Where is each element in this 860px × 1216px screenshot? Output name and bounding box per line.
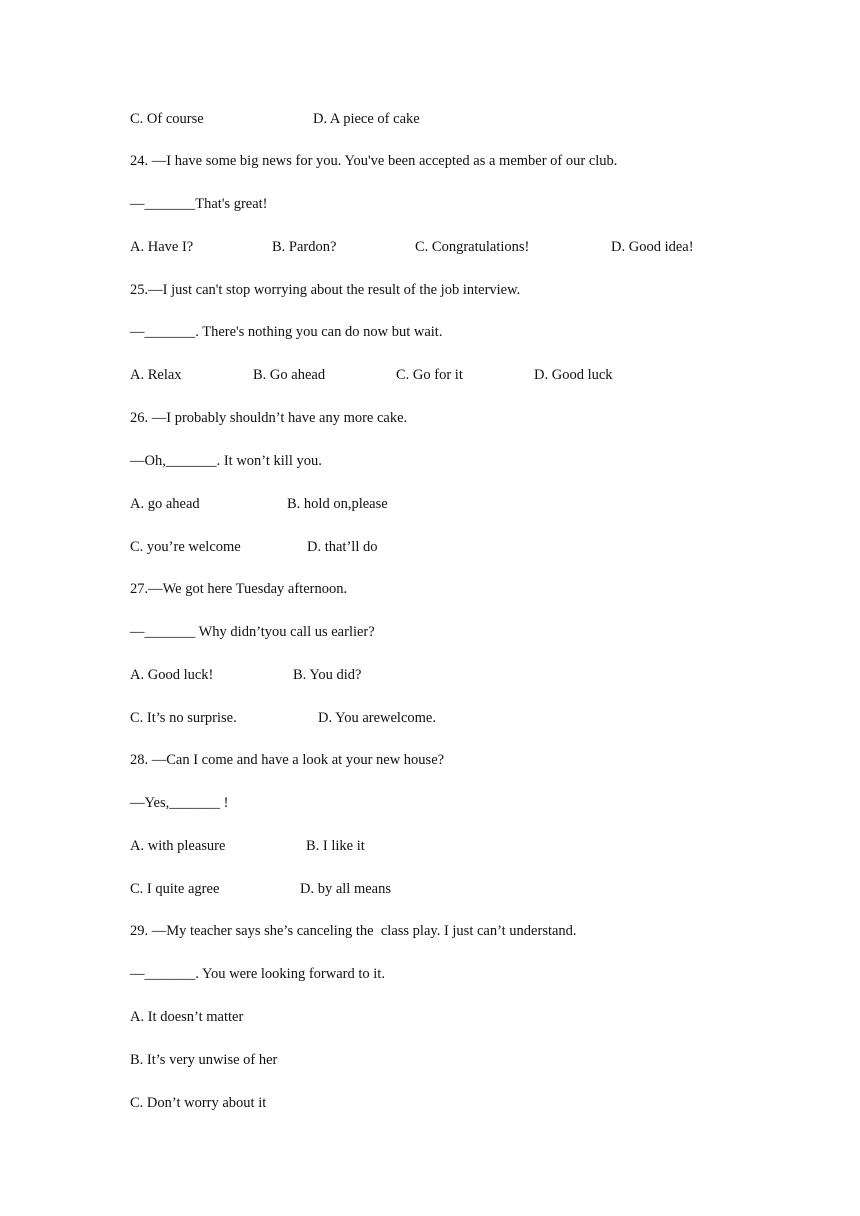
question-27-option-b: B. You did? xyxy=(293,667,362,683)
question-28-option-c: C. I quite agree xyxy=(130,881,220,897)
question-27-option-a: A. Good luck! xyxy=(130,667,214,683)
question-25-option-b: B. Go ahead xyxy=(253,367,326,383)
question-29-reply: —_______. You were looking forward to it. xyxy=(130,966,385,982)
question-24-option-b: B. Pardon? xyxy=(272,239,337,255)
question-24-option-c: C. Congratulations! xyxy=(415,239,530,255)
question-25-option-a: A. Relax xyxy=(130,367,182,383)
question-28-stem: 28. —Can I come and have a look at your new house? xyxy=(130,752,445,768)
question-26-option-c: C. you’re welcome xyxy=(130,539,241,555)
question-26-option-d: D. that’ll do xyxy=(307,539,378,555)
question-28-reply: —Yes,_______ ! xyxy=(130,795,229,811)
question-24-option-d: D. Good idea! xyxy=(611,239,694,255)
question-26-option-a: A. go ahead xyxy=(130,496,200,512)
question-26-reply: —Oh,_______. It won’t kill you. xyxy=(130,453,322,469)
question-24-reply: —_______That's great! xyxy=(130,196,268,212)
option-c: C. Of course xyxy=(130,111,204,127)
question-27-option-d: D. You arewelcome. xyxy=(318,710,436,726)
question-26-option-b: B. hold on,please xyxy=(287,496,388,512)
question-25-option-d: D. Good luck xyxy=(534,367,613,383)
question-24-stem: 24. —I have some big news for you. You've been accepted as a member of our club. xyxy=(130,153,618,169)
question-29-stem: 29. —My teacher says she’s canceling the class play. I just can’t understand. xyxy=(130,923,577,939)
question-25-option-c: C. Go for it xyxy=(396,367,463,383)
question-25-reply: —_______. There's nothing you can do now but wait. xyxy=(130,324,443,340)
question-27-stem: 27.—We got here Tuesday afternoon. xyxy=(130,581,348,597)
question-28-option-d: D. by all means xyxy=(300,881,392,897)
question-24-option-a: A. Have I? xyxy=(130,239,194,255)
question-27-option-c: C. It’s no surprise. xyxy=(130,710,237,726)
question-29-option-a: A. It doesn’t matter xyxy=(130,1009,244,1025)
question-26-stem: 26. —I probably shouldn’t have any more cake. xyxy=(130,410,408,426)
question-25-stem: 25.—I just can't stop worrying about the result of the job interview. xyxy=(130,282,521,298)
question-28-option-b: B. I like it xyxy=(306,838,365,854)
question-28-option-a: A. with pleasure xyxy=(130,838,226,854)
question-27-reply: —_______ Why didn’tyou call us earlier? xyxy=(130,624,375,640)
question-29-option-b: B. It’s very unwise of her xyxy=(130,1052,278,1068)
question-29-option-c: C. Don’t worry about it xyxy=(130,1095,267,1111)
option-d: D. A piece of cake xyxy=(313,111,420,127)
